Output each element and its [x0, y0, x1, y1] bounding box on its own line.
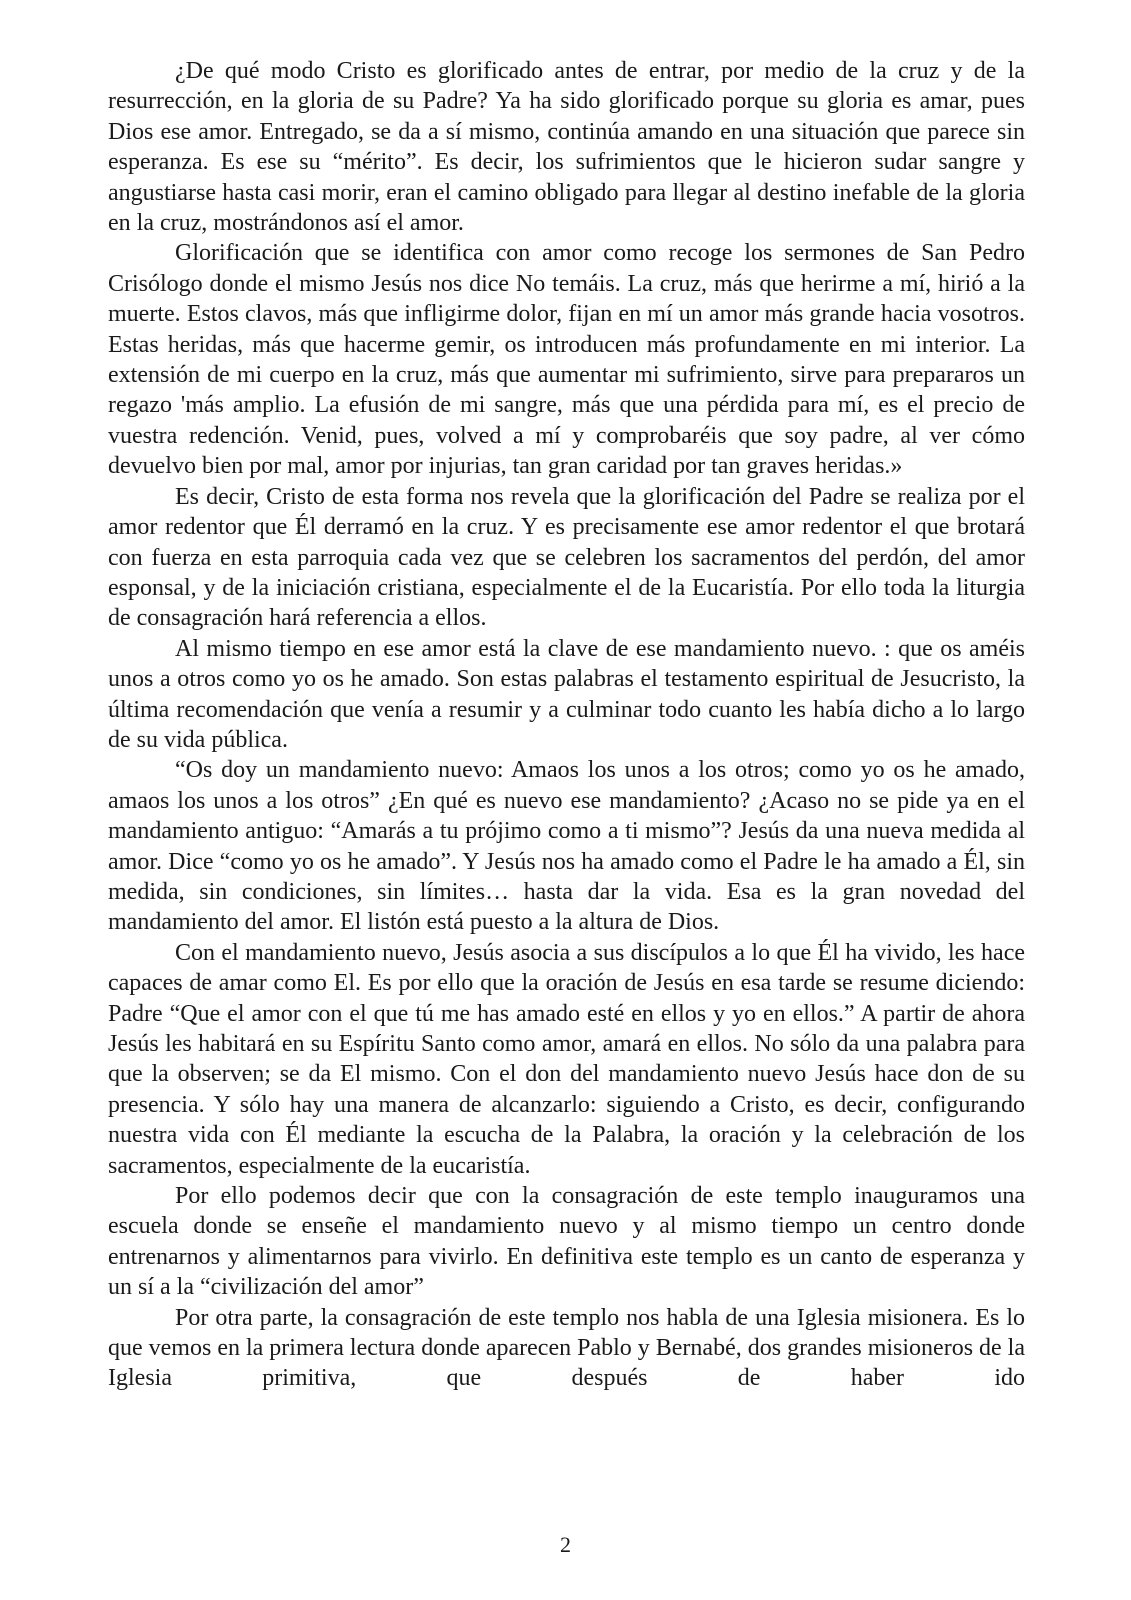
paragraph-1: ¿De qué modo Cristo es glorificado antes de entrar, por medio de la cruz y de la resurrección, en la gloria de su Padre? Ya ha sido glorificado porque su gloria es amar, pues Dios ese amor. Entregado, se da a sí mismo, continúa amando en una situación que parece sin esperanza. Es ese su “mérito”. Es decir, los sufrimientos que le hicieron sudar sangre y angustiarse hasta casi morir, eran el camino obligado para llegar al destino inefable de la gloria en la cruz, mostrándonos así el amor.: [108, 58, 1025, 237]
paragraph-7: Por ello podemos decir que con la consagración de este templo inauguramos una escuela donde se enseñe el mandamiento nuevo y al mismo tiempo un centro donde entrenarnos y alimentarnos para vivirlo. En definitiva este templo es un canto de esperanza y un sí a la “civilización del amor”: [108, 1183, 1025, 1301]
page-number: 2: [560, 1532, 571, 1557]
paragraph-6: Con el mandamiento nuevo, Jesús asocia a sus discípulos a lo que Él ha vivido, les hace capaces de amar como El. Es por ello que la oración de Jesús en esa tarde se resume diciendo: Padre “Que el amor con el que tú me has amado esté en ellos y yo en ellos.” A partir de ahora Jesús les habitará en su Espíritu Santo como amor, amará en ellos. No sólo da una palabra para que la observen; se da El mismo. Con el don del mandamiento nuevo Jesús hace don de su presencia. Y sólo hay una manera de alcanzarlo: siguiendo a Cristo, es decir, configurando nuestra vida con Él mediante la escucha de la Palabra, la oración y la celebración de los sacramentos, especialmente de la eucaristía.: [108, 939, 1025, 1179]
paragraph-2: Glorificación que se identifica con amor como recoge los sermones de San Pedro Crisólogo donde el mismo Jesús nos dice No temáis. La cruz, más que herirme a mí, hirió a la muerte. Estos clavos, más que infligirme dolor, fijan en mí un amor más grande hacia vosotros. Estas heridas, más que hacerme gemir, os introducen más profundamente en mi interior. La extensión de mi cuerpo en la cruz, más que aumentar mi sufrimiento, sirve para prepararos un regazo 'más amplio. La efusión de mi sangre, más que una pérdida para mí, es el precio de vuestra redención. Venid, pues, volved a mí y comprobaréis que soy padre, al ver cómo devuelvo bien por mal, amor por injurias, tan gran caridad por tan graves heridas.»: [108, 240, 1025, 480]
paragraph-5: “Os doy un mandamiento nuevo: Amaos los unos a los otros; como yo os he amado, amaos los unos a los otros” ¿En qué es nuevo ese mandamiento? ¿Acaso no se pide ya en el mandamiento antiguo: “Amarás a tu prójimo como a ti mismo”? Jesús da una nueva medida al amor. Dice “como yo os he amado”. Y Jesús nos ha amado como el Padre le ha amado a Él, sin medida, sin condiciones, sin límites… hasta dar la vida. Esa es la gran novedad del mandamiento del amor. El listón está puesto a la altura de Dios.: [108, 757, 1025, 936]
document-body: [108, 56, 1025, 1394]
paragraph-3: Es decir, Cristo de esta forma nos revela que la glorificación del Padre se realiza por el amor redentor que Él derramó en la cruz. Y es precisamente ese amor redentor el que brotará con fuerza en esta parroquia cada vez que se celebren los sacramentos del perdón, del amor esponsal, y de la iniciación cristiana, especialmente el de la Eucaristía. Por ello toda la liturgia de consagración hará referencia a ellos.: [108, 483, 1025, 632]
paragraph-4: Al mismo tiempo en ese amor está la clave de ese mandamiento nuevo. : que os améis unos a otros como yo os he amado. Son estas palabras el testamento espiritual de Jesucristo, la última recomendación que venía a resumir y a culminar todo cuanto les había dicho a lo largo de su vida pública.: [108, 635, 1025, 753]
paragraph-8: Por otra parte, la consagración de este templo nos habla de una Iglesia misionera. Es lo que vemos en la primera lectura donde aparecen Pablo y Bernabé, dos grandes misioneros de la Iglesia primitiva, que después de haber ido: [108, 1304, 1026, 1392]
